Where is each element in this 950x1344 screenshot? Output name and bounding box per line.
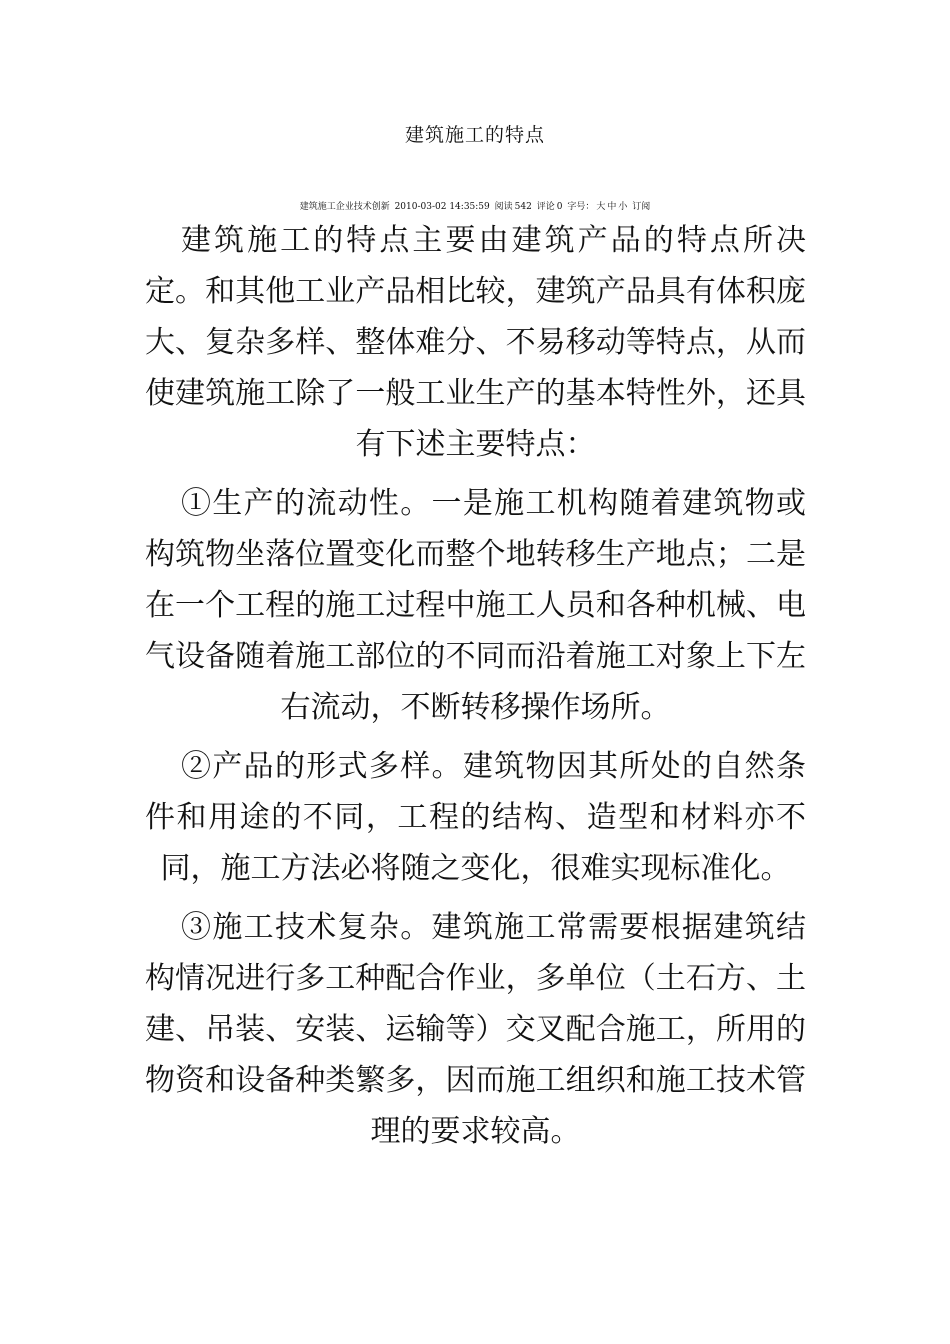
meta-comments-count: 0: [556, 202, 563, 212]
article-title: 建筑施工的特点: [404, 124, 545, 146]
font-size-small-link[interactable]: 小: [618, 202, 628, 212]
meta-datetime: 2010-03-02 14:35:59: [394, 202, 490, 212]
meta-reads-label: 阅读: [494, 202, 513, 212]
paragraph-intro: 建筑施工的特点主要由建筑产品的特点所决定。和其他工业产品相比较，建筑产品具有体积庞大、复杂多样、整体难分、不易移动等特点，从而使建筑施工除了一般工业生产的基本特性外，还具有下述主要特点：: [145, 223, 806, 462]
meta-source: 建筑施工企业技术创新: [299, 202, 390, 212]
subscribe-link[interactable]: 订阅: [632, 202, 651, 212]
article-meta: [0, 200, 950, 214]
meta-comments-label: 评论: [536, 202, 555, 212]
paragraph-mobility: ①生产的流动性。一是施工机构随着建筑物或构筑物坐落位置变化而整个地转移生产地点；二是在一个工程的施工过程中施工人员和各种机械、电气设备随着施工部位的不同而沿着施工对象上下左右流动，不断转移操作场所。: [145, 486, 806, 725]
paragraph-diversity: ②产品的形式多样。建筑物因其所处的自然条件和用途的不同，工程的结构、造型和材料亦不同，施工方法必将随之变化，很难实现标准化。: [145, 749, 806, 886]
article-body: [145, 215, 806, 1165]
font-size-medium-link[interactable]: 中: [607, 202, 617, 212]
paragraph-complexity: ③施工技术复杂。建筑施工常需要根据建筑结构情况进行多工种配合作业，多单位（土石方、土建、吊装、安装、运输等）交叉配合施工，所用的物资和设备种类繁多，因而施工组织和施工技术管理的要求较高。: [145, 910, 806, 1149]
meta-font-size-label: 字号：: [567, 202, 595, 212]
font-size-large-link[interactable]: 大: [596, 202, 606, 212]
meta-reads-count: 542: [514, 202, 532, 212]
